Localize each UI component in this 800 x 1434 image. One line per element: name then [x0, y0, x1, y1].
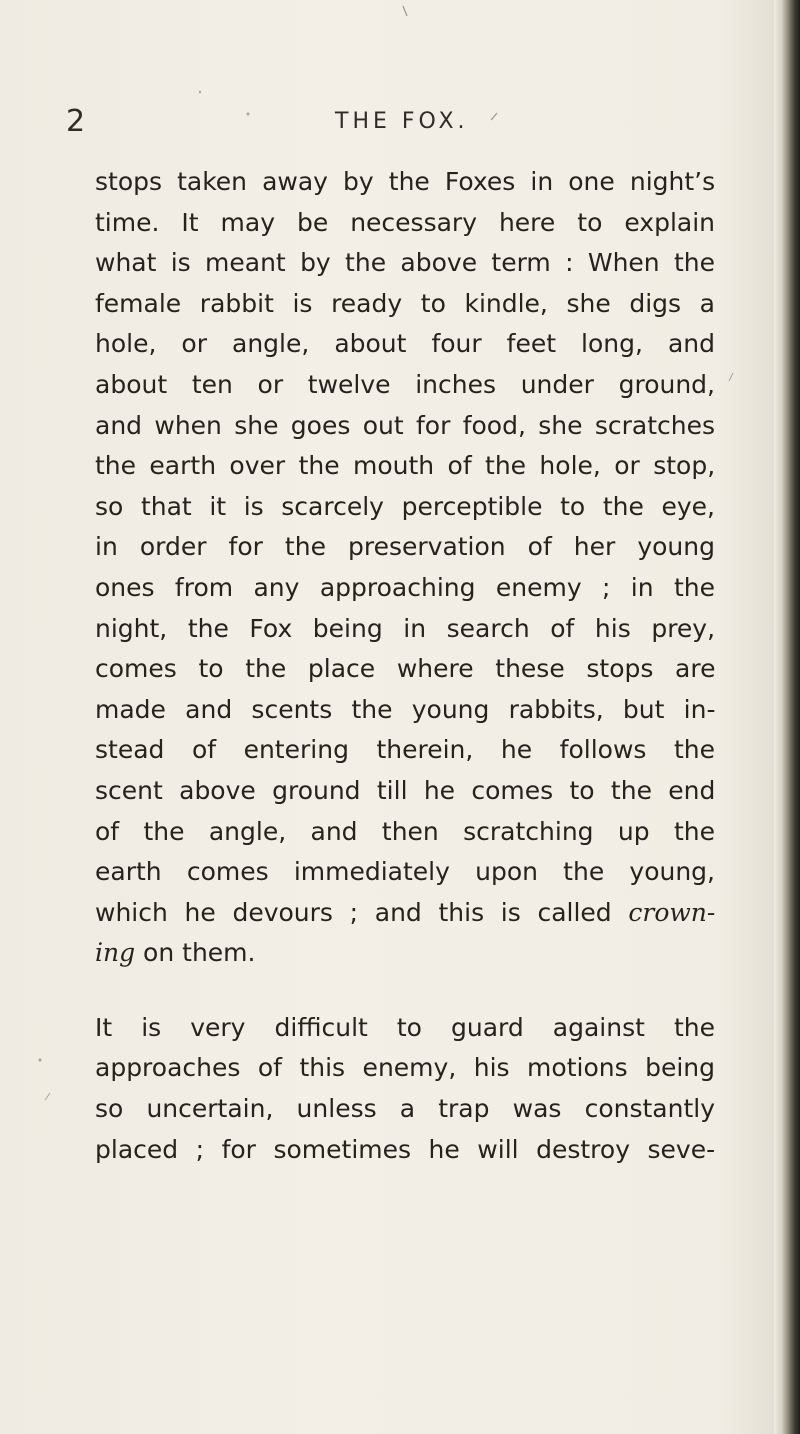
italic-term: crown- — [628, 897, 716, 927]
text-line: so uncertain, unless a trap was constantly — [95, 1094, 715, 1124]
body-text — [95, 162, 715, 1170]
text-line: hole, or angle, about four feet long, and — [95, 329, 715, 359]
text-line: stops taken away by the Foxes in one night’s — [95, 167, 716, 196]
text-line: in order for the preservation of her young — [95, 532, 715, 562]
text-line: scent above ground till he comes to the end — [95, 775, 716, 805]
text-line: the earth over the mouth of the hole, or stop, — [95, 451, 716, 481]
text-segment: on them. — [135, 938, 256, 968]
text-line: time. It may be necessary here to explain — [95, 207, 715, 237]
text-line: placed ; for sometimes he will destroy seve- — [95, 1134, 716, 1164]
text-line: ones from any approaching enemy ; in the — [95, 572, 715, 602]
text-line: female rabbit is ready to kindle, she digs a — [95, 288, 715, 318]
text-line: what is meant by the above term : When the — [95, 248, 715, 278]
text-line: It is very difficult to guard against the — [95, 1012, 715, 1042]
italic-term: ing — [95, 938, 136, 968]
text-line: and when she goes out for food, she scratches — [95, 410, 715, 440]
page-number: 2 — [66, 104, 87, 139]
paragraph-1 — [95, 162, 715, 974]
text-line: so that it is scarcely perceptible to the eye, — [95, 491, 715, 521]
text-line: earth comes immediately upon the young, — [95, 857, 715, 887]
text-line: approaches of this enemy, his motions being — [95, 1053, 715, 1083]
text-line: comes to the place where these stops are — [95, 654, 716, 684]
book-binding-edge — [774, 0, 800, 1434]
text-line: of the angle, and then scratching up the — [95, 816, 715, 846]
page-header — [0, 102, 760, 142]
text-line-with-italic — [95, 893, 715, 934]
text-line: night, the Fox being in search of his prey, — [95, 613, 716, 643]
text-line: about ten or twelve inches under ground, — [95, 369, 715, 399]
paragraph-2 — [95, 1008, 715, 1170]
text-line-last — [95, 933, 715, 974]
running-head: THE FOX. — [335, 109, 469, 134]
text-line: stead of entering therein, he follows the — [95, 735, 715, 765]
text-segment: which he devours ; and this is called — [95, 897, 612, 927]
text-line: made and scents the young rabbits, but in- — [95, 694, 716, 724]
